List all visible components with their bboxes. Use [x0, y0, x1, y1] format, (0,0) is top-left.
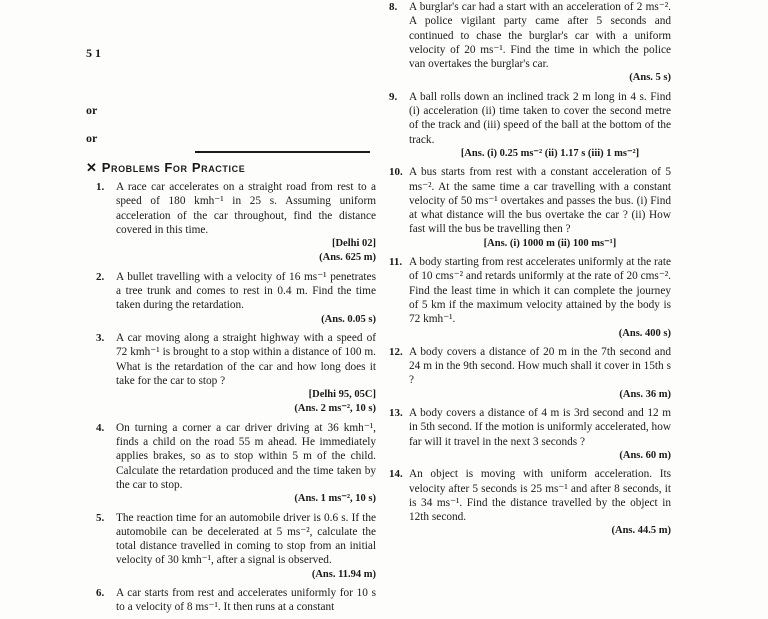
- problem-answer: (Ans. 60 m): [619, 449, 671, 461]
- problem-text: The reaction time for an automobile driver is 0.6 s. If the automobile can be decelerated at 5 ms⁻², calculate the total distance travelled in coming to stop from an initial velocity of 30 kmh⁻¹, after a signal is observed.: [116, 511, 376, 567]
- problem-text: A car starts from rest and accelerates uniformly for 10 s to a velocity of 8 ms⁻¹. It then runs at a constant: [116, 587, 376, 614]
- problem-text: A ball rolls down an inclined track 2 m long in 4 s. Find (i) acceleration (ii) time taken to cover the second metre of the track and (iii) speed of the ball at the bottom of the track.: [409, 90, 671, 146]
- problem-item: [96, 511, 376, 582]
- problem-citation: [Delhi 95, 05C]: [308, 389, 376, 401]
- margin-fragment: or: [86, 103, 98, 117]
- section-divider: [195, 151, 370, 153]
- left-column: [96, 180, 376, 619]
- problem-text: On turning a corner a car driver driving at 36 kmh⁻¹, finds a child on the road 55 m ahead. He immediately applies brakes, so as to stop within 5 m of the child. Calculate the retardation produced and the time taken by the car to stop.: [116, 421, 376, 491]
- problem-item: [389, 0, 671, 86]
- problem-number: 1.: [96, 181, 105, 193]
- problem-answer: (Ans. 0.05 s): [321, 313, 376, 325]
- problem-answer: (Ans. 5 s): [629, 72, 671, 84]
- problem-answer: [Ans. (i) 0.25 ms⁻² (ii) 1.17 s (iii) 1 ms⁻²]: [460, 147, 640, 159]
- problem-text: A burglar's car had a start with an acceleration of 2 ms⁻². A police vigilant party came after 5 seconds and continued to chase the burglar's car with a uniform velocity of 20 ms⁻¹. Find the time in which the police van overtakes the burglar's car.: [409, 1, 671, 71]
- problem-text: A body starting from rest accelerates uniformly at the rate of 10 cms⁻² and retards uniformly at the rate of 20 cms⁻². Find the least time in which it can complete the journey of 5 km if the maximum velocity attained by the body is 72 kmh⁻¹.: [409, 256, 671, 326]
- problem-number: 11.: [389, 256, 403, 269]
- problem-item: [96, 270, 376, 327]
- problem-text: A body covers a distance of 4 m is 3rd second and 12 m in 5th second. If the motion is uniformly accelerated, how far will it travel in the next 3 seconds ?: [409, 407, 671, 448]
- problem-number: 9.: [389, 90, 398, 103]
- problem-item: [96, 331, 376, 417]
- problem-number: 5.: [96, 511, 105, 524]
- problem-answer: (Ans. 11.94 m): [311, 568, 376, 580]
- problem-number: 2.: [96, 270, 105, 283]
- problem-number: 13.: [389, 407, 403, 420]
- problem-text: A body covers a distance of 20 m in the 7th second and 24 m in the 9th second. How much shall it cover in 15th s ?: [409, 345, 671, 387]
- margin-fragment: or: [86, 131, 98, 145]
- problem-item: [96, 421, 376, 507]
- problem-item: [389, 255, 671, 341]
- problem-item: [389, 406, 671, 463]
- problem-number: 3.: [96, 331, 105, 344]
- problem-answer: [Ans. (i) 1000 m (ii) 100 ms⁻¹]: [483, 237, 617, 249]
- section-heading: ✕ Problems For Practice: [86, 160, 246, 175]
- problem-item: [389, 90, 671, 161]
- problem-text: A car moving along a straight highway with a speed of 72 kmh⁻¹ is brought to a stop within a distance of 100 m. What is the retardation of the car and how long does it take for the car to stop ?: [116, 331, 376, 387]
- problem-number: 8.: [389, 1, 398, 13]
- problem-number: 6.: [96, 587, 105, 600]
- problem-item: [389, 165, 671, 251]
- problem-number: 4.: [96, 421, 105, 434]
- problem-answer: (Ans. 1 ms⁻², 10 s): [294, 493, 376, 505]
- problem-citation: [Delhi 02]: [331, 238, 376, 250]
- right-column: [389, 0, 671, 543]
- problem-text: An object is moving with uniform acceleration. Its velocity after 5 seconds is 25 ms⁻¹ and after 8 seconds, it is 34 ms⁻¹. Find the distance travelled by the object in 12th second.: [409, 468, 671, 524]
- problem-item: [96, 180, 376, 266]
- problem-number: 10.: [389, 166, 403, 179]
- problem-number: 14.: [389, 468, 403, 481]
- problem-answer: (Ans. 400 s): [618, 327, 671, 339]
- margin-fragment: 5 1: [86, 46, 101, 60]
- problem-item: [389, 467, 671, 538]
- problem-item: [389, 345, 671, 402]
- problem-text: A race car accelerates on a straight road from rest to a speed of 180 kmh⁻¹ in 25 s. Assuming uniform acceleration of the car throughout, find the distance covered in this time.: [116, 181, 376, 236]
- problem-answer: (Ans. 36 m): [619, 388, 671, 400]
- problem-text: A bullet travelling with a velocity of 16 ms⁻¹ penetrates a tree trunk and comes to rest in 0.4 m. Find the time taken during the retardation.: [116, 270, 376, 312]
- problem-answer: (Ans. 625 m): [319, 252, 376, 264]
- problem-answer: (Ans. 2 ms⁻², 10 s): [294, 403, 376, 415]
- problem-item: [96, 586, 376, 615]
- problem-text: A bus starts from rest with a constant acceleration of 5 ms⁻². At the same time a car travelling with a constant velocity of 50 ms⁻¹ overtakes and passes the bus. (i) Find at what distance will the bus overtake the car ? (ii) How fast will the bus be travelling then ?: [409, 166, 671, 236]
- problem-number: 12.: [389, 345, 403, 358]
- problem-answer: (Ans. 44.5 m): [611, 525, 671, 537]
